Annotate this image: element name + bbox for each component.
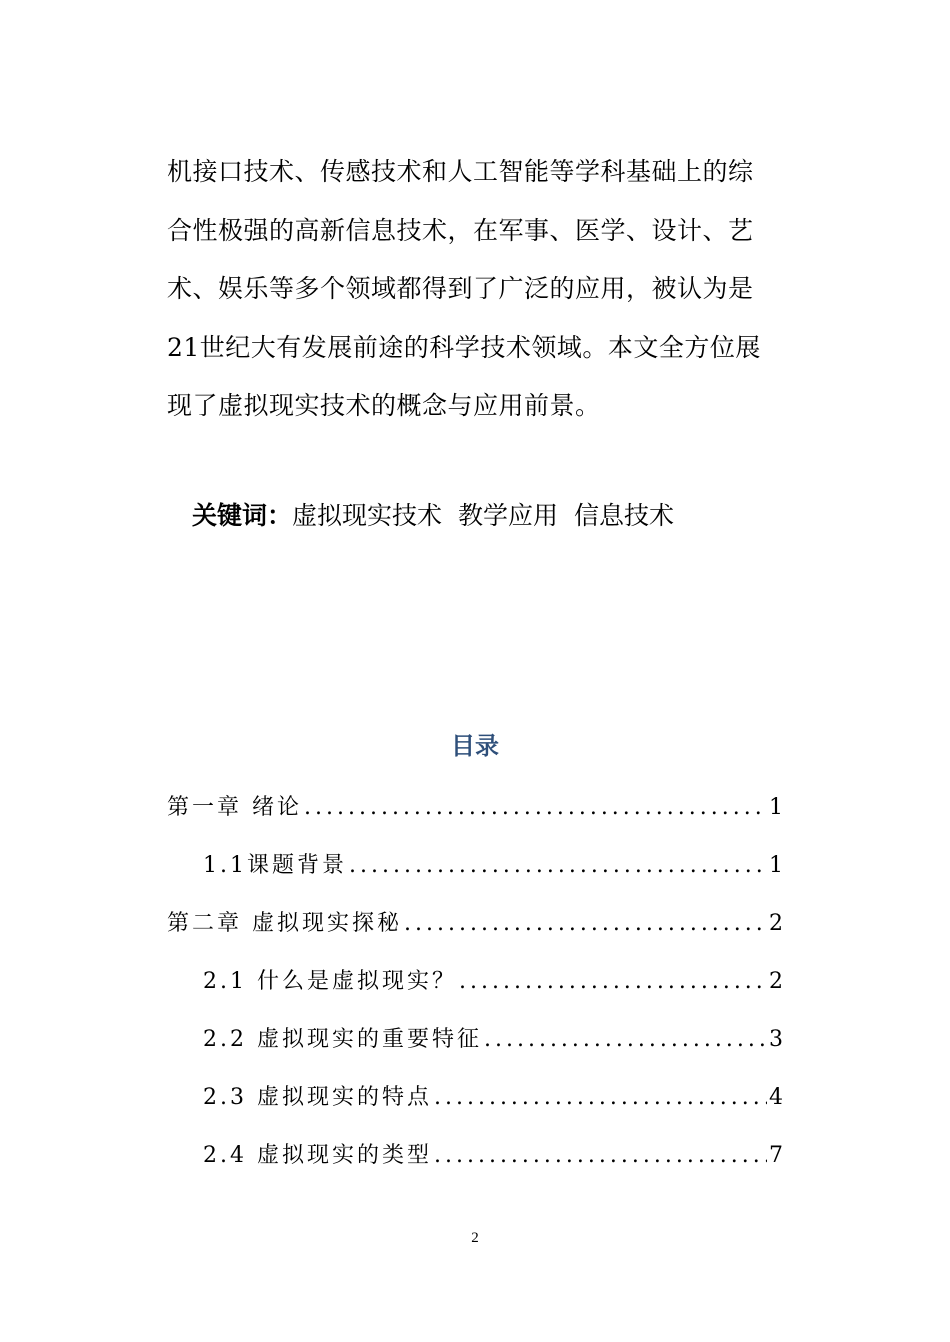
toc-page-number: 1 — [769, 795, 783, 820]
keywords-label: 关键词： — [192, 501, 293, 530]
toc-entry-text: 第二章 虚拟现实探秘 — [167, 911, 402, 936]
keyword-item: 信息技术 — [574, 501, 675, 530]
toc-dot-leader — [484, 1015, 767, 1065]
toc-dot-leader — [304, 783, 767, 833]
toc-dot-leader — [434, 1073, 767, 1123]
toc-entry[interactable] — [167, 1131, 783, 1189]
abstract-line: 21世纪大有发展前途的科学技术领域。本文全方位展 — [167, 332, 761, 362]
toc-entry-text: 第一章 绪论 — [167, 795, 302, 820]
toc-page-number: 2 — [769, 911, 783, 936]
toc-entry[interactable] — [167, 1073, 783, 1131]
keyword-item: 虚拟现实技术 — [292, 501, 443, 530]
table-of-contents — [167, 783, 783, 1189]
toc-dot-leader — [349, 841, 767, 891]
toc-dot-leader — [404, 899, 767, 949]
page-number: 2 — [471, 1230, 479, 1246]
toc-page-number: 3 — [769, 1027, 783, 1052]
toc-page-number: 1 — [769, 853, 783, 878]
toc-entry[interactable] — [167, 957, 783, 1015]
toc-page-number: 7 — [769, 1143, 783, 1168]
toc-entry[interactable] — [167, 1015, 783, 1073]
toc-entry[interactable] — [167, 783, 783, 841]
keywords — [192, 490, 690, 542]
toc-page-number: 4 — [769, 1085, 783, 1110]
abstract-line: 合性极强的高新信息技术，在军事、医学、设计、艺 — [167, 215, 754, 245]
toc-title: 目录 — [451, 732, 499, 760]
abstract-line: 机接口技术、传感技术和人工智能等学科基础上的综 — [167, 157, 754, 186]
toc-page-number: 2 — [769, 969, 783, 994]
abstract-line: 术、娱乐等多个领域都得到了广泛的应用，被认为是 — [167, 274, 754, 303]
toc-entry-text: 2.4 虚拟现实的类型 — [203, 1143, 432, 1168]
toc-entry[interactable] — [167, 899, 783, 957]
toc-entry-text: 2.3 虚拟现实的特点 — [203, 1085, 432, 1110]
toc-entry[interactable] — [167, 841, 783, 899]
keyword-item: 教学应用 — [458, 501, 559, 530]
toc-entry-text: 1.1课题背景 — [203, 853, 347, 878]
toc-entry-text: 2.2 虚拟现实的重要特征 — [203, 1027, 482, 1052]
toc-dot-leader — [434, 1131, 767, 1181]
abstract-paragraph — [167, 146, 767, 439]
toc-entry-text: 2.1 什么是虚拟现实？ — [203, 969, 457, 994]
abstract-line: 现了虚拟现实技术的概念与应用前景。 — [167, 391, 601, 420]
toc-dot-leader — [459, 957, 767, 1007]
